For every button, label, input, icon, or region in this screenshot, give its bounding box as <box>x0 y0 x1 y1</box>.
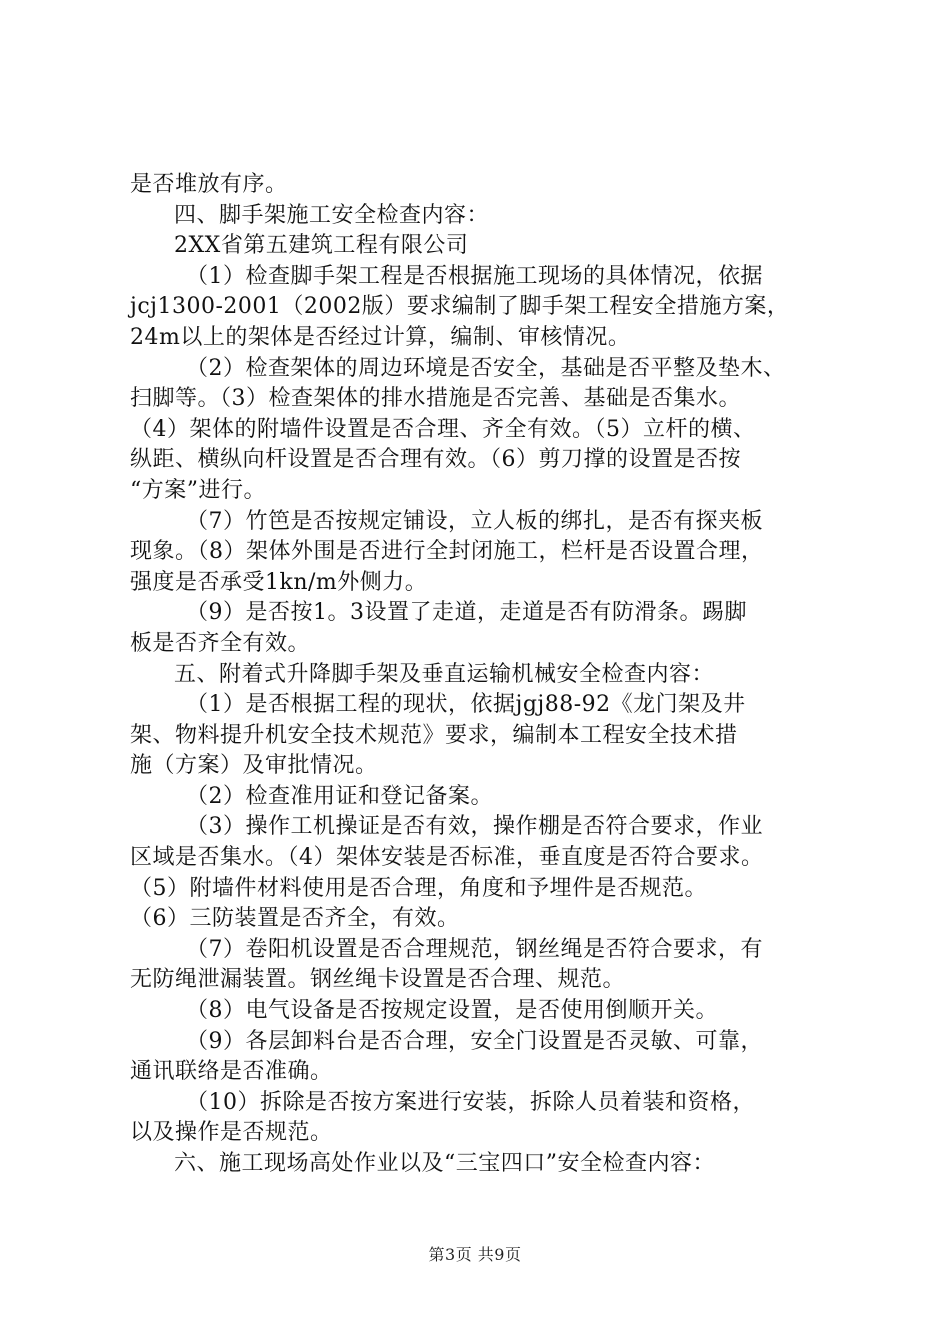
text-line: （4）架体的附墙件设置是否合理、齐全有效。（5）立杆的横、 <box>130 416 756 442</box>
text-line: 板是否齐全有效。 <box>130 630 311 656</box>
text-line: （7）卷阳机设置是否合理规范，钢丝绳是否符合要求，有 <box>186 936 763 962</box>
text-line: （6）三防装置是否齐全，有效。 <box>130 906 460 932</box>
text-line: 纵距、横纵向杆设置是否合理有效。（6）剪刀撑的设置是否按 <box>130 447 741 473</box>
section-heading-4: 四、脚手架施工安全检查内容： <box>174 202 490 228</box>
text-line: 区域是否集水。（4）架体安装是否标准，垂直度是否符合要求。 <box>130 845 764 871</box>
text-line: （8）电气设备是否按规定设置，是否使用倒顺开关。 <box>186 998 718 1024</box>
text-line: 现象。（8）架体外围是否进行全封闭施工，栏杆是否设置合理， <box>130 539 764 565</box>
company-name: 2XX省第五建筑工程有限公司 <box>174 233 469 259</box>
text-line: 强度是否承受1kn/m外侧力。 <box>130 569 428 595</box>
text-line: （1）是否根据工程的现状，依据jgj88-92《龙门架及井 <box>186 692 746 718</box>
text-line: 架、物料提升机安全技术规范》要求，编制本工程安全技术措 <box>130 722 738 748</box>
text-line: （10）拆除是否按方案进行安装，拆除人员着装和资格， <box>186 1089 755 1115</box>
document-body <box>130 170 830 1180</box>
section-heading-5: 五、附着式升降脚手架及垂直运输机械安全检查内容： <box>174 661 715 687</box>
text-line: （9）是否按1。3设置了走道，走道是否有防滑条。踢脚 <box>186 600 747 626</box>
text-line: 24m以上的架体是否经过计算，编制、审核情况。 <box>130 324 631 350</box>
text-line: jcj1300-2001（2002版）要求编制了脚手架工程安全措施方案， <box>130 294 790 320</box>
text-line: 扫脚等。（3）检查架体的排水措施是否完善、基础是否集水。 <box>130 386 741 412</box>
text-line: （3）操作工机操证是否有效，操作棚是否符合要求，作业 <box>186 814 763 840</box>
section-heading-6: 六、施工现场高处作业以及“三宝四口”安全检查内容： <box>174 1151 715 1176</box>
text-line: （2）检查架体的周边环境是否安全，基础是否平整及垫木、 <box>186 355 786 381</box>
text-line: （7）竹笆是否按规定铺设，立人板的绑扎，是否有探夹板 <box>186 508 763 534</box>
text-line: 以及操作是否规范。 <box>130 1120 333 1146</box>
text-line: （5）附墙件材料使用是否合理，角度和予埋件是否规范。 <box>130 875 707 901</box>
text-line: 施（方案）及审批情况。 <box>130 753 378 779</box>
page-footer: 第3页 共9页 <box>428 1245 522 1264</box>
text-line: （9）各层卸料台是否合理，安全门设置是否灵敏、可靠， <box>186 1028 763 1054</box>
text-line: 是否堆放有序。 <box>130 172 288 197</box>
text-line: （2）检查准用证和登记备案。 <box>186 783 493 809</box>
text-line: 无防绳泄漏装置。钢丝绳卡设置是否合理、规范。 <box>130 967 626 993</box>
text-line: “方案”进行。 <box>130 477 266 503</box>
text-line: 通讯联络是否准确。 <box>130 1059 333 1085</box>
text-line: （1）检查脚手架工程是否根据施工现场的具体情况，依据 <box>186 263 763 289</box>
